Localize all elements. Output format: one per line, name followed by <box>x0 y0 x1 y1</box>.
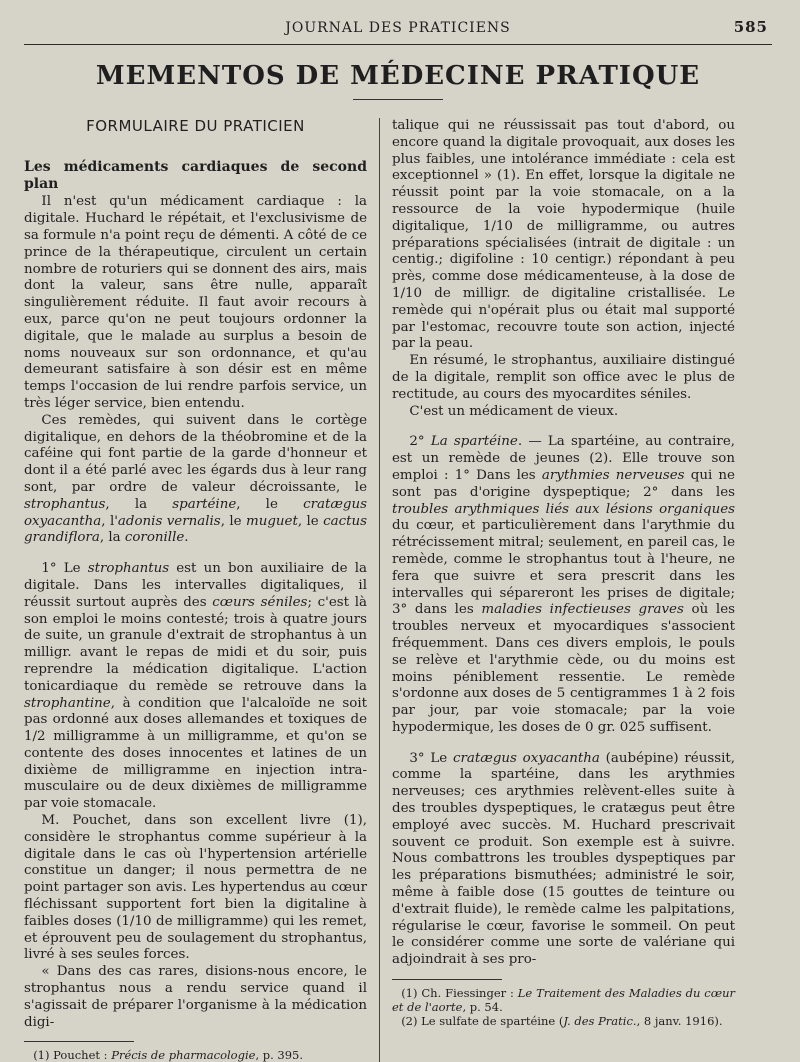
footnote: (1) Ch. Fiessinger : Le Traitement des Maladies du cœur et de l'aorte, p. 54. <box>392 986 735 1015</box>
paragraph: « Dans des cas rares, disions-nous encore, le strophantus nous a rendu service quand il s'agissait de préparer l'organisme à la médication digi- <box>24 964 367 1030</box>
text-columns <box>24 118 772 1062</box>
paragraph: talique qui ne réussissait pas tout d'abord, ou encore quand la digitale provoquait, aux doses les plus faibles, une intolérance immédiate : cela est exceptionnel » (1). En effet, lorsque la digitale ne réussit point par la voie stomacale, on a la ressource de la voie hypodermique (huile digitalique, 1/10 de milligramme, ou autres préparations spécialisées (intrait de digitale : un centig.; digifoline : 10 centigr.) répondant à peu près, comme dose médicamenteuse, à la dose de 1/10 de milligr. de digitaline cristallisée. Le remède qui n'opérait plus ou était mal supporté par l'estomac, recouvre toute son action, injecté par la peau. <box>392 118 735 352</box>
paragraph: M. Pouchet, dans son excellent livre (1), considère le strophantus comme supérieur à la digitale dans le cas où l'hypertension artérielle constitue un danger; il nous permettra de ne point partager son avis. Les hypertendus au cœur fléchissant supportent fort bien la digitaline à faibles doses (1/10 de milligramme) qui les remet, et éprouvent peu de soulagement du strophantus, livré à ses seules forces. <box>24 813 367 963</box>
running-title: JOURNAL DES PRATICIENS <box>285 20 511 36</box>
running-head <box>24 18 772 40</box>
paragraph: C'est un médicament de vieux. <box>409 403 619 419</box>
paragraph: En résumé, le strophantus, auxiliaire distingué de la digitale, remplit son office avec le plus de rectitude, au cours des myocardites séniles. <box>392 353 735 402</box>
article-title: Les médicaments cardiaques de second plan <box>24 158 367 192</box>
footnote-rule <box>392 979 502 980</box>
header-rule <box>24 44 772 45</box>
paragraph: Ces remèdes, qui suivent dans le cortège digitalique, en dehors de la théobromine et de la caféine qui font partie de la garde d'honneur et dont il a été parlé avec les égards dus à leur rang sont, par ordre de valeur décroissante, le strophantus, la spartéine, le cratægus oxyacantha, l'adonis vernalis, le muguet, le cactus grandiflora, la coronille. <box>24 412 368 546</box>
page-number: 585 <box>733 18 768 36</box>
title-underline <box>353 99 443 100</box>
paragraph: Il n'est qu'un médicament cardiaque : la digitale. Huchard le répétait, et l'exclusivisme de sa formule n'a point reçu de démenti. A côté de ce prince de la thérapeutique, circulent un certain nombre de roturiers qui se donnent des airs, mais dont la valeur, sans être nulle, apparaît singulièrement réduite. Il faut avoir recours à eux, parce qu'on ne peut toujours ordonner la digitale, que le malade au surplus a besoin de noms nouveaux sur son ordonnance, et qu'au demeurant satisfaire à son désir est en même temps l'occasion de lui rendre parfois service, un très léger service, bien entendu. <box>24 194 367 411</box>
footnote: (2) Le sulfate de spartéine (J. des Pratic., 8 janv. 1916). <box>401 1014 723 1029</box>
column-heading: FORMULAIRE DU PRATICIEN <box>86 117 305 135</box>
left-column <box>24 118 380 1062</box>
section-title: MEMENTOS DE MÉDECINE PRATIQUE <box>95 61 701 91</box>
right-column <box>380 118 735 1062</box>
footnote: (1) Pouchet : Précis de pharmacologie, p. 395. <box>33 1048 304 1062</box>
footnote-rule <box>24 1041 134 1042</box>
paragraph: 3° Le cratægus oxyacantha (aubépine) réussit, comme la spartéine, dans les arythmies nerveuses; ces arythmies relèvent-elles suite à des troubles dyspeptiques, le cratægus peut être employé avec succès. M. Huchard prescrivait souvent ce produit. Son exemple est à suivre. Nous combattrons les troubles dyspeptiques par les préparations bismuthées; administré le soir, même à faible dose (15 gouttes de teinture ou d'extrait fluide), le remède calme les palpitations, régularise le cœur, favorise le sommeil. On peut le considérer comme une sorte de valériane qui adjoindrait à ses pro- <box>392 750 735 968</box>
paragraph: 1° Le strophantus est un bon auxiliaire de la digitale. Dans les intervalles digitaliques, il réussit surtout auprès des cœurs séniles; c'est là son emploi le moins contesté; trois à quatre jours de suite, un granule d'extrait de strophantus à un milligr. avant le repas de midi et du soir, puis reprendre la médication digitalique. L'action tonicardiaque du remède se retrouve dans la strophantine, à condition que l'alcaloïde ne soit pas ordonné aux doses allemandes et toxiques de 1/2 milligramme à un milligramme, et qu'on se contente des doses innocentes et latines de un dixième de milligramme en injection intra-musculaire ou de deux dixièmes de milligramme par voie stomacale. <box>24 561 367 812</box>
paragraph: 2° La spartéine. — La spartéine, au contraire, est un remède de jeunes (2). Elle trouve son emploi : 1° Dans les arythmies nerveuses qui ne sont pas d'origine dyspeptique; 2° dans les troubles arythmiques liés aux lésions organiques du cœur, et particulièrement dans l'arythmie du rétrécissement mitral; seulement, en pareil cas, le remède, comme le strophantus tout à l'heure, ne fera que suivre et sera prescrit dans les intervalles qui sépareront les prises de digitale; 3° dans les maladies infectieuses graves où les troubles nerveux et myocardiques s'associent fréquemment. Dans ces divers emplois, le pouls se relève et l'arythmie cède, ou du moins est moins péniblement ressentie. Le remède s'ordonne aux doses de 5 centigrammes 1 à 2 fois par jour, par voie stomacale; par la voie hypodermique, les doses de 0 gr. 025 suffisent. <box>392 434 736 735</box>
